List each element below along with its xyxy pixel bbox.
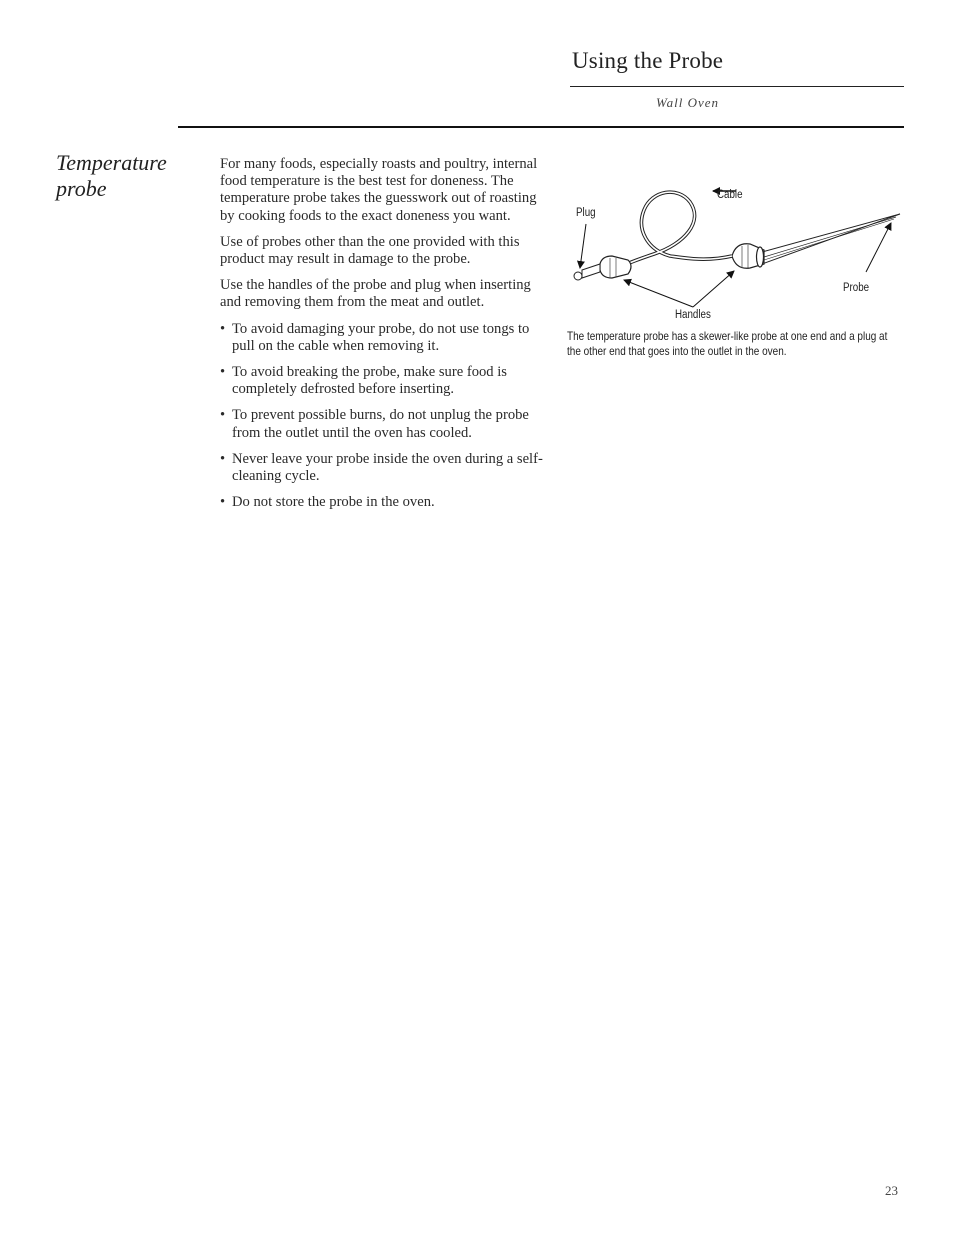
section-heading: Temperature probe <box>56 150 167 201</box>
page-title: Using the Probe <box>572 48 724 73</box>
probe-illustration <box>566 178 906 328</box>
probe-warning-paragraph: Use of probes other than the one provided with this product may result in damage to the probe. <box>220 233 520 268</box>
bullet-icon: • <box>220 494 226 511</box>
list-item: • To prevent possible burns, do not unplug the probe from the outlet until the oven has cooled. <box>220 407 529 441</box>
safety-list <box>220 321 554 512</box>
list-item: • To avoid breaking the probe, make sure food is completely defrosted before inserting. <box>220 364 507 398</box>
cable-label: Cable <box>717 189 743 201</box>
bullet-icon: • <box>220 407 226 424</box>
handles-paragraph: Use the handles of the probe and plug when inserting and removing them from the meat and outlet. <box>220 277 531 311</box>
intro-paragraph: For many foods, especially roasts and poultry, internal food temperature is the best test for doneness. The temperature probe takes the guesswork out of roasting by cooking foods to the exact doneness you want. <box>220 156 538 224</box>
section-divider <box>178 126 904 128</box>
page-number: 23 <box>885 1183 898 1198</box>
handles-label: Handles <box>675 309 711 321</box>
list-item: • Never leave your probe inside the oven during a self-cleaning cycle. <box>220 450 543 485</box>
bullet-icon: • <box>220 364 226 381</box>
probe-label: Probe <box>843 282 870 294</box>
body-text <box>220 156 554 520</box>
page-subtitle: Wall Oven <box>656 95 720 110</box>
figure-caption: The temperature probe has a skewer-like probe at one end and a plug at the other end that goes into the outlet in the oven. <box>567 330 888 358</box>
bullet-icon: • <box>220 450 226 467</box>
title-rule <box>570 86 904 87</box>
list-item: • Do not store the probe in the oven. <box>220 494 435 511</box>
plug-label: Plug <box>576 207 596 219</box>
list-item: • To avoid damaging your probe, do not use tongs to pull on the cable when removing it. <box>220 320 530 354</box>
bullet-icon: • <box>220 320 226 337</box>
